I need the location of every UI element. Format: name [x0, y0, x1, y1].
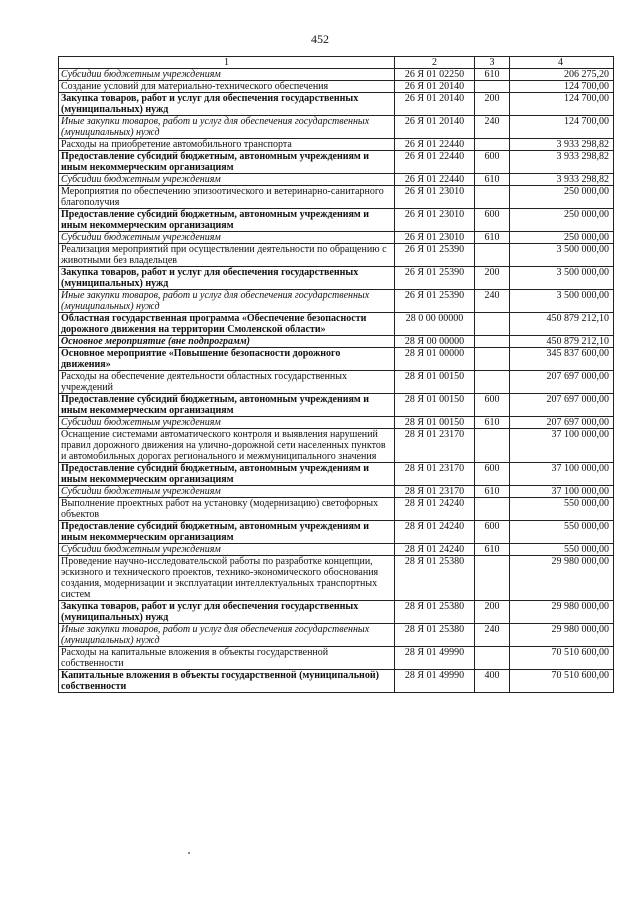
row-sum: 37 100 000,00 — [510, 429, 614, 463]
row-code: 26 Я 01 22440 — [395, 139, 475, 151]
row-sum: 37 100 000,00 — [510, 463, 614, 486]
table-row — [59, 463, 614, 486]
row-expense-type — [475, 81, 510, 93]
table-row — [59, 417, 614, 429]
table-row — [59, 647, 614, 670]
table-row — [59, 116, 614, 139]
table-row — [59, 556, 614, 601]
row-code: 26 Я 01 23010 — [395, 209, 475, 232]
scan-speck — [188, 852, 190, 854]
table-row — [59, 601, 614, 624]
row-name: Субсидии бюджетным учреждениям — [59, 174, 395, 186]
budget-table — [58, 56, 614, 693]
table-row — [59, 186, 614, 209]
header-col-2: 2 — [395, 57, 475, 69]
row-sum: 550 000,00 — [510, 544, 614, 556]
row-name: Областная государственная программа «Обеспечение безопасности дорожного движения на территории Смоленской области» — [59, 313, 395, 336]
row-sum: 250 000,00 — [510, 209, 614, 232]
row-sum: 207 697 000,00 — [510, 371, 614, 394]
row-sum: 550 000,00 — [510, 521, 614, 544]
row-expense-type: 600 — [475, 521, 510, 544]
row-sum: 124 700,00 — [510, 116, 614, 139]
row-code: 28 Я 01 24240 — [395, 498, 475, 521]
table-row — [59, 521, 614, 544]
row-expense-type: 610 — [475, 544, 510, 556]
table-row — [59, 151, 614, 174]
row-sum: 70 510 600,00 — [510, 670, 614, 693]
table-row — [59, 81, 614, 93]
row-expense-type: 610 — [475, 232, 510, 244]
row-sum: 3 933 298,82 — [510, 174, 614, 186]
row-code: 28 Я 01 00150 — [395, 371, 475, 394]
table-row — [59, 232, 614, 244]
row-name: Капитальные вложения в объекты государственной (муниципальной) собственности — [59, 670, 395, 693]
header-col-4: 4 — [510, 57, 614, 69]
row-expense-type: 610 — [475, 486, 510, 498]
row-name: Иные закупки товаров, работ и услуг для обеспечения государственных (муниципальных) нужд — [59, 290, 395, 313]
row-code: 26 Я 01 22440 — [395, 174, 475, 186]
row-name: Предоставление субсидий бюджетным, автономным учреждениям и иным некоммерческим организациям — [59, 151, 395, 174]
header-col-3: 3 — [475, 57, 510, 69]
table-row — [59, 69, 614, 81]
row-code: 28 Я 01 25380 — [395, 556, 475, 601]
table-row — [59, 624, 614, 647]
row-expense-type — [475, 313, 510, 336]
row-name: Реализация мероприятий при осуществлении деятельности по обращению с животными без владельцев — [59, 244, 395, 267]
row-code: 28 Я 01 23170 — [395, 429, 475, 463]
row-name: Закупка товаров, работ и услуг для обеспечения государственных (муниципальных) нужд — [59, 93, 395, 116]
row-name: Выполнение проектных работ на установку (модернизацию) светофорных объектов — [59, 498, 395, 521]
row-name: Субсидии бюджетным учреждениям — [59, 544, 395, 556]
row-sum: 207 697 000,00 — [510, 394, 614, 417]
row-code: 28 Я 01 23170 — [395, 463, 475, 486]
table-row — [59, 139, 614, 151]
row-sum: 29 980 000,00 — [510, 601, 614, 624]
row-code: 28 Я 01 24240 — [395, 544, 475, 556]
row-code: 28 Я 01 23170 — [395, 486, 475, 498]
row-name: Субсидии бюджетным учреждениям — [59, 232, 395, 244]
row-expense-type — [475, 348, 510, 371]
row-name: Проведение научно-исследовательской работы по разработке концепции, эскизного и технического проектов, технико-экономического обоснования создания, модернизации и эксплуатации интеллектуальных транспортных систем — [59, 556, 395, 601]
row-name: Субсидии бюджетным учреждениям — [59, 69, 395, 81]
row-code: 28 Я 01 00150 — [395, 417, 475, 429]
row-code: 28 Я 01 49990 — [395, 670, 475, 693]
row-code: 26 Я 01 02250 — [395, 69, 475, 81]
row-name: Предоставление субсидий бюджетным, автономным учреждениям и иным некоммерческим организациям — [59, 521, 395, 544]
row-expense-type: 600 — [475, 209, 510, 232]
row-name: Расходы на приобретение автомобильного транспорта — [59, 139, 395, 151]
row-name: Закупка товаров, работ и услуг для обеспечения государственных (муниципальных) нужд — [59, 601, 395, 624]
row-expense-type — [475, 336, 510, 348]
row-expense-type — [475, 647, 510, 670]
table-row — [59, 244, 614, 267]
row-sum: 29 980 000,00 — [510, 556, 614, 601]
row-expense-type: 240 — [475, 116, 510, 139]
row-expense-type — [475, 139, 510, 151]
table-row — [59, 336, 614, 348]
row-sum: 250 000,00 — [510, 232, 614, 244]
row-expense-type: 600 — [475, 394, 510, 417]
row-sum: 124 700,00 — [510, 81, 614, 93]
row-expense-type — [475, 498, 510, 521]
row-sum: 124 700,00 — [510, 93, 614, 116]
row-expense-type: 200 — [475, 93, 510, 116]
row-code: 28 Я 01 00150 — [395, 394, 475, 417]
row-sum: 29 980 000,00 — [510, 624, 614, 647]
row-name: Оснащение системами автоматического контроля и выявления нарушений правил дорожного движения на улично-дорожной сети населенных пунктов и автомобильных дорогах регионального и межмуниципального значения — [59, 429, 395, 463]
row-sum: 206 275,20 — [510, 69, 614, 81]
row-code: 28 Я 01 49990 — [395, 647, 475, 670]
row-expense-type: 610 — [475, 174, 510, 186]
row-sum: 3 933 298,82 — [510, 151, 614, 174]
row-name: Субсидии бюджетным учреждениям — [59, 486, 395, 498]
row-code: 26 Я 01 25390 — [395, 267, 475, 290]
row-expense-type: 200 — [475, 601, 510, 624]
row-name: Расходы на капитальные вложения в объекты государственной собственности — [59, 647, 395, 670]
table-row — [59, 209, 614, 232]
row-expense-type: 240 — [475, 624, 510, 647]
table-row — [59, 544, 614, 556]
table-row — [59, 267, 614, 290]
row-code: 26 Я 01 20140 — [395, 116, 475, 139]
row-name: Создание условий для материально-технического обеспечения — [59, 81, 395, 93]
table-row — [59, 486, 614, 498]
table-row — [59, 93, 614, 116]
row-name: Закупка товаров, работ и услуг для обеспечения государственных (муниципальных) нужд — [59, 267, 395, 290]
row-sum: 3 500 000,00 — [510, 290, 614, 313]
row-code: 28 Я 01 00000 — [395, 348, 475, 371]
table-header-row — [59, 57, 614, 69]
row-name: Основное мероприятие (вне подпрограмм) — [59, 336, 395, 348]
table-row — [59, 670, 614, 693]
row-expense-type: 610 — [475, 69, 510, 81]
row-expense-type: 600 — [475, 463, 510, 486]
row-expense-type: 610 — [475, 417, 510, 429]
row-expense-type — [475, 186, 510, 209]
table-row — [59, 498, 614, 521]
row-expense-type — [475, 429, 510, 463]
row-name: Иные закупки товаров, работ и услуг для обеспечения государственных (муниципальных) нужд — [59, 624, 395, 647]
row-code: 26 Я 01 25390 — [395, 244, 475, 267]
row-sum: 70 510 600,00 — [510, 647, 614, 670]
row-name: Предоставление субсидий бюджетным, автономным учреждениям и иным некоммерческим организациям — [59, 394, 395, 417]
table-row — [59, 174, 614, 186]
row-expense-type: 240 — [475, 290, 510, 313]
row-code: 26 Я 01 25390 — [395, 290, 475, 313]
row-code: 28 Я 00 00000 — [395, 336, 475, 348]
table-row — [59, 290, 614, 313]
row-name: Субсидии бюджетным учреждениям — [59, 417, 395, 429]
row-name: Предоставление субсидий бюджетным, автономным учреждениям и иным некоммерческим организациям — [59, 463, 395, 486]
row-code: 26 Я 01 23010 — [395, 186, 475, 209]
row-name: Предоставление субсидий бюджетным, автономным учреждениям и иным некоммерческим организациям — [59, 209, 395, 232]
row-expense-type — [475, 371, 510, 394]
row-sum: 3 500 000,00 — [510, 267, 614, 290]
table-row — [59, 313, 614, 336]
table-row — [59, 429, 614, 463]
row-code: 28 0 00 00000 — [395, 313, 475, 336]
row-sum: 3 500 000,00 — [510, 244, 614, 267]
row-sum: 450 879 212,10 — [510, 336, 614, 348]
row-code: 28 Я 01 25380 — [395, 601, 475, 624]
row-expense-type: 600 — [475, 151, 510, 174]
row-sum: 207 697 000,00 — [510, 417, 614, 429]
row-sum: 450 879 212,10 — [510, 313, 614, 336]
row-code: 28 Я 01 25380 — [395, 624, 475, 647]
row-expense-type: 200 — [475, 267, 510, 290]
row-name: Основное мероприятие «Повышение безопасности дорожного движения» — [59, 348, 395, 371]
row-sum: 345 837 600,00 — [510, 348, 614, 371]
row-sum: 37 100 000,00 — [510, 486, 614, 498]
row-code: 26 Я 01 22440 — [395, 151, 475, 174]
row-expense-type — [475, 556, 510, 601]
row-sum: 3 933 298,82 — [510, 139, 614, 151]
row-expense-type — [475, 244, 510, 267]
row-code: 26 Я 01 20140 — [395, 81, 475, 93]
row-expense-type: 400 — [475, 670, 510, 693]
row-name: Иные закупки товаров, работ и услуг для обеспечения государственных (муниципальных) нужд — [59, 116, 395, 139]
row-code: 26 Я 01 23010 — [395, 232, 475, 244]
table-row — [59, 348, 614, 371]
row-sum: 550 000,00 — [510, 498, 614, 521]
row-code: 26 Я 01 20140 — [395, 93, 475, 116]
header-col-1: 1 — [59, 57, 395, 69]
page-number: 452 — [311, 32, 329, 46]
row-sum: 250 000,00 — [510, 186, 614, 209]
row-name: Расходы на обеспечение деятельности областных государственных учреждений — [59, 371, 395, 394]
table-row — [59, 394, 614, 417]
row-name: Мероприятия по обеспечению эпизоотического и ветеринарно-санитарного благополучия — [59, 186, 395, 209]
row-code: 28 Я 01 24240 — [395, 521, 475, 544]
table-row — [59, 371, 614, 394]
